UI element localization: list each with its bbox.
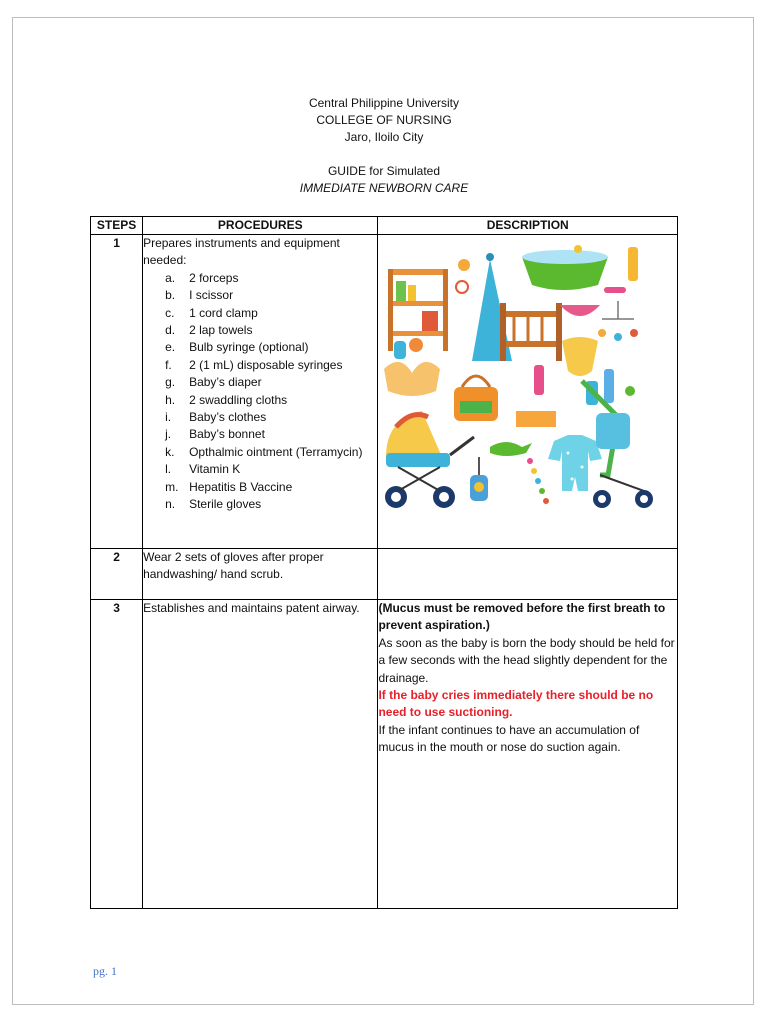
college-name: COLLEGE OF NURSING <box>316 113 452 127</box>
document-page <box>12 17 754 1005</box>
list-item: m. Hepatitis B Vaccine <box>165 479 293 494</box>
table-row <box>91 235 678 549</box>
guide-subtitle: IMMEDIATE NEWBORN CARE <box>299 181 469 195</box>
list-item: l. Vitamin K <box>165 462 241 477</box>
header-description: DESCRIPTION <box>378 217 678 235</box>
description-cell <box>378 600 678 909</box>
description-cell <box>378 549 678 600</box>
list-item: f. 2 (1 mL) disposable syringes <box>165 357 343 372</box>
document-header <box>13 95 755 197</box>
description-paragraph: If the infant continues to have an accumulation of mucus in the mouth or nose do suction again. <box>378 722 640 755</box>
procedure-cell: Wear 2 sets of gloves after proper handwashing/ hand scrub. <box>143 549 378 600</box>
list-item: d. 2 lap towels <box>165 323 253 338</box>
bottle-icon <box>628 247 638 281</box>
page-number: pg. 1 <box>93 964 117 978</box>
baby-monitor-icon <box>470 457 488 501</box>
description-warning: If the baby cries immediately there should be no need to use suctioning. <box>378 688 654 720</box>
list-item: h. 2 swaddling cloths <box>165 392 288 407</box>
nursing-bra-icon <box>384 362 440 396</box>
procedure-table <box>90 216 678 909</box>
tissue-box-icon <box>516 411 556 427</box>
equipment-list <box>143 270 377 514</box>
table-header-row <box>91 217 678 235</box>
pacifier-icon <box>625 386 635 396</box>
procedure-intro: Prepares instruments and equipment needed: <box>143 236 340 268</box>
list-item: e. Bulb syringe (optional) <box>165 340 309 355</box>
bowl-icon <box>560 305 600 316</box>
list-item: g. Baby’s diaper <box>165 375 262 390</box>
table-row <box>91 600 678 909</box>
pram-icon <box>385 411 474 508</box>
bath-tub-icon <box>522 245 608 290</box>
procedure-cell <box>143 235 378 549</box>
description-note: (Mucus must be removed before the first breath to prevent aspiration.) <box>378 601 666 633</box>
bottle-icon <box>534 365 544 395</box>
description-cell <box>378 235 678 549</box>
list-item: c. 1 cord clamp <box>165 305 258 320</box>
campus-location: Jaro, Iloilo City <box>344 130 424 144</box>
step-number: 2 <box>91 549 143 600</box>
list-item: k. Opthalmic ointment (Terramycin) <box>165 444 363 459</box>
table-row <box>91 549 678 600</box>
toy-icon <box>490 442 532 456</box>
description-paragraph: As soon as the baby is born the body should be held for a few seconds with the head slightly dependent for the drainage. <box>378 635 675 685</box>
list-item: j. Baby’s bonnet <box>165 427 265 442</box>
pacifier-icon <box>604 287 626 293</box>
onesie-icon <box>548 435 602 491</box>
list-item: i. Baby’s clothes <box>165 410 267 425</box>
list-item: b. I scissor <box>165 288 234 303</box>
bottle-icon <box>604 369 614 403</box>
header-procedures: PROCEDURES <box>143 217 378 235</box>
list-item: n. Sterile gloves <box>165 497 262 512</box>
guide-title: GUIDE for Simulated <box>327 164 441 178</box>
procedure-cell: Establishes and maintains patent airway. <box>143 600 378 909</box>
step-number: 3 <box>91 600 143 909</box>
pacifier-chain-icon <box>527 458 549 504</box>
bib-icon <box>562 337 598 376</box>
mobile-icon <box>598 301 638 341</box>
university-name: Central Philippine University <box>308 96 460 110</box>
toy-icon <box>456 259 470 293</box>
baby-supplies-illustration <box>382 241 658 531</box>
list-item: a. 2 forceps <box>165 270 239 285</box>
header-steps: STEPS <box>91 217 143 235</box>
step-number: 1 <box>91 235 143 549</box>
breast-pump-icon <box>394 338 423 359</box>
diaper-bag-icon <box>454 376 498 421</box>
